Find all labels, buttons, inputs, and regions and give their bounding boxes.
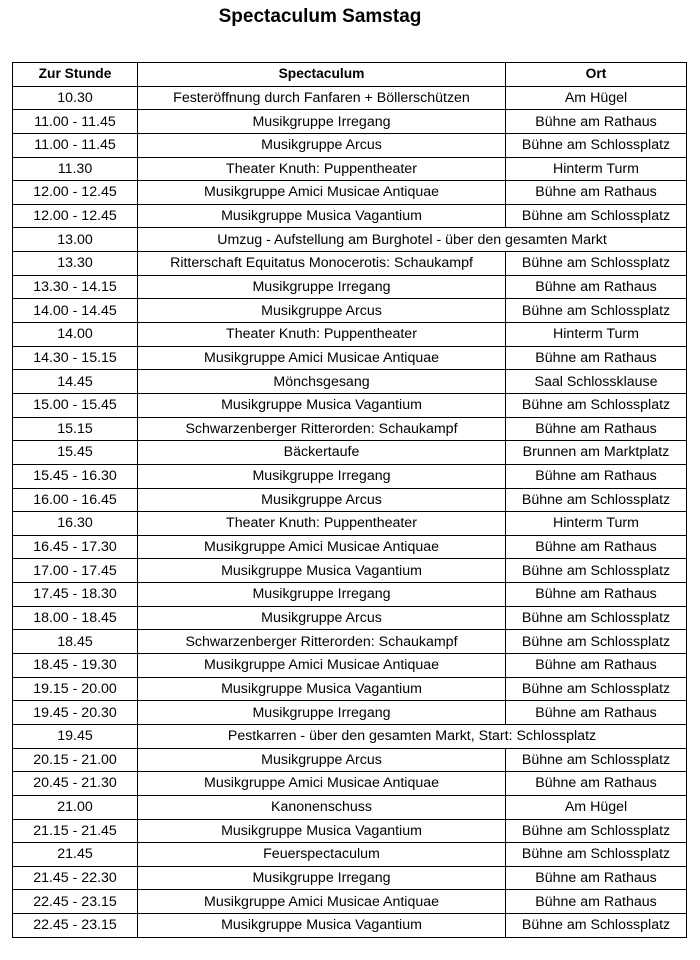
cell-time: 15.00 - 15.45 <box>13 393 138 417</box>
cell-spectaculum: Mönchsgesang <box>138 370 506 394</box>
cell-time: 11.30 <box>13 157 138 181</box>
table-row <box>13 819 687 843</box>
cell-time: 11.00 - 11.45 <box>13 133 138 157</box>
table-row <box>13 110 687 134</box>
cell-location: Bühne am Schlossplatz <box>506 299 687 323</box>
cell-spectaculum: Theater Knuth: Puppentheater <box>138 157 506 181</box>
cell-time: 13.30 <box>13 252 138 276</box>
cell-time: 12.00 - 12.45 <box>13 204 138 228</box>
cell-location: Bühne am Rathaus <box>506 583 687 607</box>
cell-time: 11.00 - 11.45 <box>13 110 138 134</box>
cell-location: Bühne am Schlossplatz <box>506 133 687 157</box>
cell-location: Bühne am Schlossplatz <box>506 748 687 772</box>
cell-spectaculum: Musikgruppe Irregang <box>138 464 506 488</box>
cell-time: 10.30 <box>13 86 138 110</box>
table-row <box>13 677 687 701</box>
cell-spectaculum: Musikgruppe Amici Musicae Antiquae <box>138 535 506 559</box>
table-row <box>13 890 687 914</box>
cell-time: 21.45 <box>13 843 138 867</box>
cell-location: Am Hügel <box>506 795 687 819</box>
table-row <box>13 724 687 748</box>
cell-time: 14.45 <box>13 370 138 394</box>
cell-time: 22.45 - 23.15 <box>13 914 138 938</box>
cell-time: 21.15 - 21.45 <box>13 819 138 843</box>
cell-location: Brunnen am Marktplatz <box>506 441 687 465</box>
cell-time: 21.45 - 22.30 <box>13 866 138 890</box>
cell-spectaculum: Musikgruppe Arcus <box>138 299 506 323</box>
cell-location: Bühne am Rathaus <box>506 275 687 299</box>
cell-time: 20.15 - 21.00 <box>13 748 138 772</box>
cell-spectaculum: Theater Knuth: Puppentheater <box>138 323 506 347</box>
page-title: Spectaculum Samstag <box>218 6 422 27</box>
cell-location: Bühne am Rathaus <box>506 110 687 134</box>
table-row <box>13 488 687 512</box>
cell-spectaculum: Musikgruppe Musica Vagantium <box>138 914 506 938</box>
cell-spectaculum: Musikgruppe Amici Musicae Antiquae <box>138 890 506 914</box>
cell-location: Hinterm Turm <box>506 157 687 181</box>
cell-location: Bühne am Schlossplatz <box>506 914 687 938</box>
table-row <box>13 654 687 678</box>
cell-spectaculum: Musikgruppe Irregang <box>138 275 506 299</box>
cell-spectaculum: Musikgruppe Irregang <box>138 583 506 607</box>
cell-time: 18.00 - 18.45 <box>13 606 138 630</box>
table-row <box>13 748 687 772</box>
cell-time: 16.30 <box>13 512 138 536</box>
table-row <box>13 157 687 181</box>
cell-time: 21.00 <box>13 795 138 819</box>
cell-location: Bühne am Schlossplatz <box>506 819 687 843</box>
cell-spectaculum: Musikgruppe Musica Vagantium <box>138 677 506 701</box>
table-row <box>13 323 687 347</box>
cell-time: 15.45 - 16.30 <box>13 464 138 488</box>
cell-spectaculum: Feuerspectaculum <box>138 843 506 867</box>
cell-time: 13.00 <box>13 228 138 252</box>
table-row <box>13 583 687 607</box>
cell-spectaculum: Festeröffnung durch Fanfaren + Böllerschützen <box>138 86 506 110</box>
table-row <box>13 843 687 867</box>
cell-spectaculum: Musikgruppe Arcus <box>138 488 506 512</box>
table-row <box>13 795 687 819</box>
cell-location: Bühne am Schlossplatz <box>506 204 687 228</box>
cell-spectaculum: Musikgruppe Amici Musicae Antiquae <box>138 654 506 678</box>
table-row <box>13 346 687 370</box>
cell-location: Bühne am Rathaus <box>506 535 687 559</box>
cell-time: 17.45 - 18.30 <box>13 583 138 607</box>
cell-time: 18.45 <box>13 630 138 654</box>
cell-spectaculum: Musikgruppe Amici Musicae Antiquae <box>138 772 506 796</box>
cell-time: 19.15 - 20.00 <box>13 677 138 701</box>
cell-time: 14.00 - 14.45 <box>13 299 138 323</box>
cell-location: Bühne am Schlossplatz <box>506 559 687 583</box>
cell-spectaculum: Schwarzenberger Ritterorden: Schaukampf <box>138 630 506 654</box>
table-row <box>13 914 687 938</box>
cell-location: Bühne am Rathaus <box>506 701 687 725</box>
cell-location: Bühne am Schlossplatz <box>506 252 687 276</box>
table-row <box>13 866 687 890</box>
cell-spectaculum: Theater Knuth: Puppentheater <box>138 512 506 536</box>
cell-time: 13.30 - 14.15 <box>13 275 138 299</box>
table-row <box>13 299 687 323</box>
cell-spectaculum: Musikgruppe Arcus <box>138 748 506 772</box>
table-row <box>13 559 687 583</box>
cell-location: Bühne am Rathaus <box>506 772 687 796</box>
column-header-spectaculum: Spectaculum <box>138 63 506 87</box>
cell-location: Bühne am Schlossplatz <box>506 630 687 654</box>
cell-time: 16.00 - 16.45 <box>13 488 138 512</box>
cell-location: Bühne am Rathaus <box>506 346 687 370</box>
table-row <box>13 417 687 441</box>
table-row <box>13 701 687 725</box>
table-row <box>13 228 687 252</box>
cell-time: 17.00 - 17.45 <box>13 559 138 583</box>
table-row <box>13 393 687 417</box>
cell-time: 20.45 - 21.30 <box>13 772 138 796</box>
cell-spectaculum: Musikgruppe Irregang <box>138 701 506 725</box>
table-row <box>13 275 687 299</box>
cell-location: Bühne am Rathaus <box>506 866 687 890</box>
cell-spectaculum: Musikgruppe Musica Vagantium <box>138 393 506 417</box>
table-header-row <box>13 63 687 87</box>
cell-location: Bühne am Rathaus <box>506 464 687 488</box>
cell-spectaculum: Schwarzenberger Ritterorden: Schaukampf <box>138 417 506 441</box>
cell-spectaculum: Bäckertaufe <box>138 441 506 465</box>
cell-spectaculum: Musikgruppe Amici Musicae Antiquae <box>138 181 506 205</box>
cell-time: 19.45 - 20.30 <box>13 701 138 725</box>
cell-location: Am Hügel <box>506 86 687 110</box>
cell-location: Bühne am Rathaus <box>506 654 687 678</box>
column-header-location: Ort <box>506 63 687 87</box>
cell-spectaculum: Musikgruppe Arcus <box>138 133 506 157</box>
cell-time: 14.30 - 15.15 <box>13 346 138 370</box>
table-row <box>13 441 687 465</box>
cell-time: 15.15 <box>13 417 138 441</box>
column-header-time: Zur Stunde <box>13 63 138 87</box>
table-row <box>13 133 687 157</box>
table-row <box>13 464 687 488</box>
cell-location: Bühne am Rathaus <box>506 181 687 205</box>
cell-spectaculum: Pestkarren - über den gesamten Markt, Start: Schlossplatz <box>138 724 687 748</box>
cell-spectaculum: Kanonenschuss <box>138 795 506 819</box>
cell-time: 14.00 <box>13 323 138 347</box>
cell-location: Hinterm Turm <box>506 323 687 347</box>
cell-spectaculum: Musikgruppe Musica Vagantium <box>138 204 506 228</box>
cell-location: Saal Schlossklause <box>506 370 687 394</box>
cell-time: 16.45 - 17.30 <box>13 535 138 559</box>
cell-location: Bühne am Schlossplatz <box>506 606 687 630</box>
cell-location: Bühne am Schlossplatz <box>506 488 687 512</box>
cell-location: Bühne am Schlossplatz <box>506 393 687 417</box>
table-row <box>13 370 687 394</box>
cell-time: 12.00 - 12.45 <box>13 181 138 205</box>
cell-spectaculum: Musikgruppe Arcus <box>138 606 506 630</box>
cell-spectaculum: Musikgruppe Musica Vagantium <box>138 559 506 583</box>
cell-time: 15.45 <box>13 441 138 465</box>
schedule-table <box>12 62 687 938</box>
schedule-body <box>13 86 687 937</box>
cell-spectaculum: Musikgruppe Irregang <box>138 866 506 890</box>
cell-location: Bühne am Rathaus <box>506 890 687 914</box>
cell-spectaculum: Musikgruppe Irregang <box>138 110 506 134</box>
table-row <box>13 630 687 654</box>
cell-location: Bühne am Rathaus <box>506 417 687 441</box>
table-row <box>13 606 687 630</box>
table-row <box>13 181 687 205</box>
table-row <box>13 86 687 110</box>
cell-spectaculum: Musikgruppe Amici Musicae Antiquae <box>138 346 506 370</box>
cell-location: Hinterm Turm <box>506 512 687 536</box>
cell-time: 19.45 <box>13 724 138 748</box>
cell-spectaculum: Ritterschaft Equitatus Monocerotis: Schaukampf <box>138 252 506 276</box>
cell-location: Bühne am Schlossplatz <box>506 677 687 701</box>
table-row <box>13 252 687 276</box>
cell-spectaculum: Musikgruppe Musica Vagantium <box>138 819 506 843</box>
cell-location: Bühne am Schlossplatz <box>506 843 687 867</box>
cell-time: 22.45 - 23.15 <box>13 890 138 914</box>
cell-time: 18.45 - 19.30 <box>13 654 138 678</box>
table-row <box>13 512 687 536</box>
cell-spectaculum: Umzug - Aufstellung am Burghotel - über den gesamten Markt <box>138 228 687 252</box>
table-row <box>13 204 687 228</box>
table-row <box>13 772 687 796</box>
table-row <box>13 535 687 559</box>
